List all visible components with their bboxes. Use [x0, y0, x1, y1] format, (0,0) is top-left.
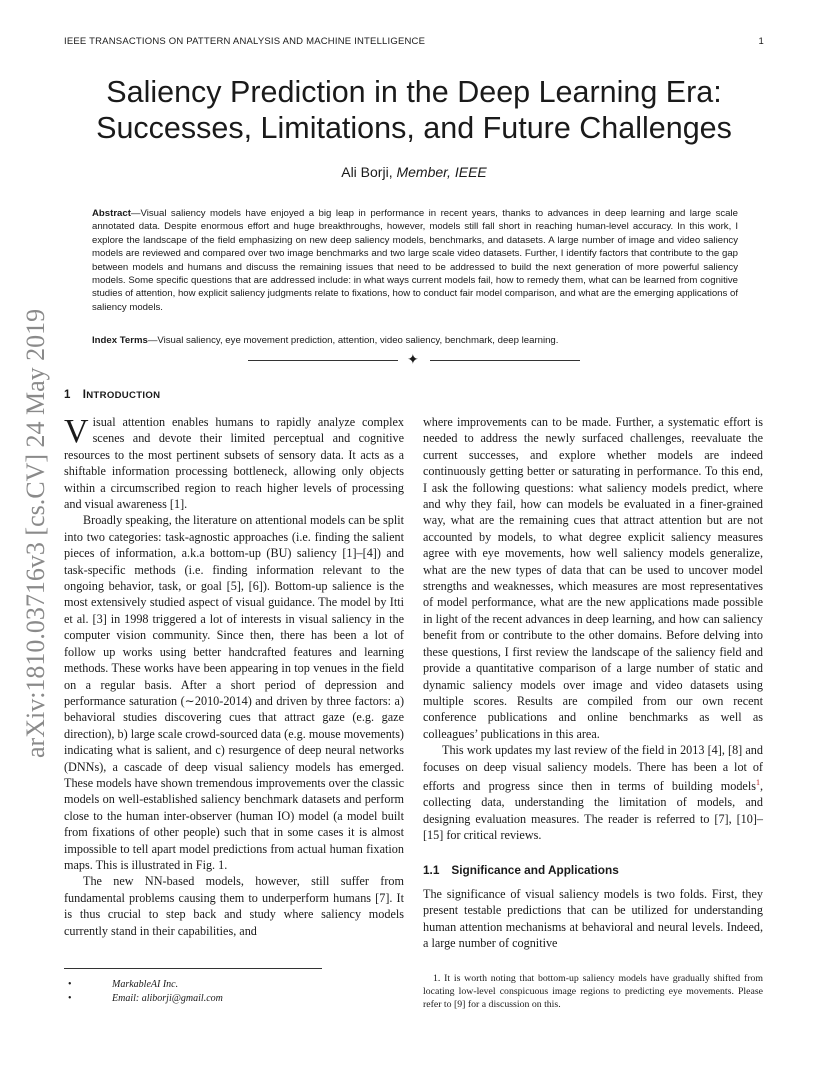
affiliation-email: • Email: aliborji@gmail.com	[64, 992, 404, 1006]
intro-paragraph-1	[64, 414, 404, 512]
intro-paragraph-2: Broadly speaking, the literature on attentional models can be split into two categories: task-agnostic approaches (i.e. finding the salient pieces of information, a.k.a bottom-up (BU) saliency [1]–[4]) and task-specific methods (i.e. finding information relevant to the ongoing behavior, task, or goal [5], [6]). Bottom-up salience is the most extensively studied aspect of visual guidance. The model by Itti et al. [3] in 1998 triggered a lot of interests in visual saliency in the computer vision community. Since then, there has been a lot of follow up works using better handcrafted features and learning methods. These works have been appearing in top venues in the field on a regular basis. After a short period of depression and performance saturation (∼2010-2014) and driven by three factors: a) behavioral studies discovering cues that attract gaze (e.g. gaze direction), b) large scale crowd-sourced data (e.g. mouse movements) indicating what is salient, and c) resurgence of deep neural networks (DNNs), a cascade of deep visual saliency models has emerged. These models have shown tremendous improvements over the classic models on well-established saliency benchmark datasets and perform close to the human inter-observer (human IO) model (a model built from fixations of other people) such that in some cases it is almost impossible to tell apart model predictions from actual human fixation maps. This is illustrated in Fig. 1.	[64, 513, 404, 872]
section-heading-introduction	[64, 389, 160, 401]
abstract	[92, 207, 738, 314]
divider-rule-right	[430, 360, 580, 361]
abstract-text: —Visual saliency models have enjoyed a big leap in performance in recent years, thanks to advances in deep learning and large scale annotated data. Despite enormous effort and huge breakthroughs, however, models still fall short in reaching human-level accuracy. In this work, I explore the landscape of the field emphasizing on new deep saliency models, benchmarks, and datasets. A large number of image and video saliency models are reviewed and compared over two image benchmarks and two large scale video datasets. Further, I identify factors that contribute to the gap between models and humans and discuss the remaining issues that need to be addressed to build the next generation of more powerful saliency models. Some specific questions that are addressed include: in what ways current models fail, how to remedy them, what can be learned from cognitive studies of attention, how explicit saliency judgments relate to fixations, how to conduct fair model comparison, and what are the emerging applications of saliency models.	[92, 208, 738, 313]
divider-rule-left	[248, 360, 398, 361]
index-terms	[92, 334, 738, 347]
abstract-label: Abstract	[92, 208, 131, 219]
section-title-smallcaps: NTRODUCTION	[86, 390, 161, 401]
section-divider	[248, 351, 580, 367]
subsection-heading	[423, 862, 763, 878]
subsection-number: 1.1	[423, 862, 440, 877]
intro-paragraph-5-text-b: , collecting data, understanding the limitation of models, and designing evaluation measures. The reader is referred to [7], [10]–[15] for critical reviews.	[423, 779, 763, 843]
footnote-marker[interactable]: 1	[755, 777, 760, 787]
author-name: Ali Borji,	[341, 164, 393, 180]
right-column	[423, 414, 763, 952]
significance-paragraph: The significance of visual saliency models is two folds. First, they present testable predictions that can be utilized for understanding human attention mechanisms at behavioral and neural levels. Indeed, a large number of cognitive	[423, 887, 763, 951]
page-number: 1	[758, 36, 764, 47]
subsection-title: Significance and Applications	[451, 862, 619, 877]
index-terms-label: Index Terms	[92, 335, 148, 346]
divider-diamond-icon: ✦	[407, 351, 419, 367]
section-number: 1	[64, 389, 71, 401]
intro-paragraph-4: where improvements can to be made. Further, a systematic effort is needed to address the newly surfaced challenges, reevaluate the current successes, and explore whether models are indeed continuously getting better or saturating in performance. To this end, I ask the following questions: what saliency models predict, where and why they fail, how can models be evaluated in a finer-grained way, what are the remaining cues that attract attention but are not accounted by models, to what degree explicit saliency measures agree with eye movements, how well saliency models generalize, what are the new types of data that can be used to uncover model strengths and weaknesses, which measures are most representatives of model performance, what are the new applications made possible in light of the recent advances in deep learning, and how can saliency benefit from or contribute to the other domains. Before delving into these questions, I first review the landscape of the saliency field and provide a quantitative comparison of a large number of static and dynamic saliency models over image and video datasets using multiple scores. Results are compiled from our own recent conference publications and online benchmarks as well as colleagues’ publications in this area.	[423, 415, 763, 741]
author-line	[60, 164, 768, 180]
intro-paragraph-3: The new NN-based models, however, still suffer from fundamental problems causing them to underperform humans [7]. It is thus crucial to step back and study where saliency models currently stand in their capabilities, and	[64, 874, 404, 938]
left-column	[64, 414, 404, 939]
author-role: Member, IEEE	[396, 164, 487, 180]
intro-paragraph-5-text-a: This work updates my last review of the field in 2013 [4], [8] and focuses on deep visual saliency models. There has been a lot of efforts and progress since then in terms of building models	[423, 743, 763, 793]
affiliation-item: • MarkableAI Inc.	[64, 978, 404, 992]
paper-title-line-1: Saliency Prediction in the Deep Learning Era:	[106, 75, 722, 109]
section-title-initial: I	[82, 389, 87, 401]
arxiv-side-stamp	[16, 280, 52, 760]
intro-paragraph-5	[423, 742, 763, 844]
intro-paragraph-1-text: isual attention enables humans to rapidly analyze complex scenes and devote their limited perceptual and cognitive resources to the most pertinent subsets of sensory data. It acts as a shiftable information processing bottleneck, allowing only objects within a circumscribed region to reach higher levels of processing and visual awareness [1].	[64, 415, 404, 512]
index-terms-text: —Visual saliency, eye movement prediction, attention, video saliency, benchmark, deep learning.	[147, 335, 559, 346]
footnote-1: 1. It is worth noting that bottom-up saliency models have gradually shifted from locating low-level conspicuous image regions to predicting eye movements. Please refer to [9] for a discussion on this.	[423, 973, 763, 1011]
affiliations-list	[64, 978, 404, 1006]
arxiv-stamp-text: arXiv:1810.03716v3 [cs.CV] 24 May 2019	[21, 308, 50, 758]
footnote-rule	[64, 968, 322, 969]
journal-name: IEEE TRANSACTIONS ON PATTERN ANALYSIS AND MACHINE INTELLIGENCE	[64, 36, 426, 47]
arxiv-stamp-svg	[16, 280, 52, 760]
paper-title	[60, 74, 768, 146]
drop-cap: V	[64, 413, 89, 450]
running-head	[64, 36, 764, 50]
paper-title-line-2: Successes, Limitations, and Future Challenges	[96, 111, 732, 145]
